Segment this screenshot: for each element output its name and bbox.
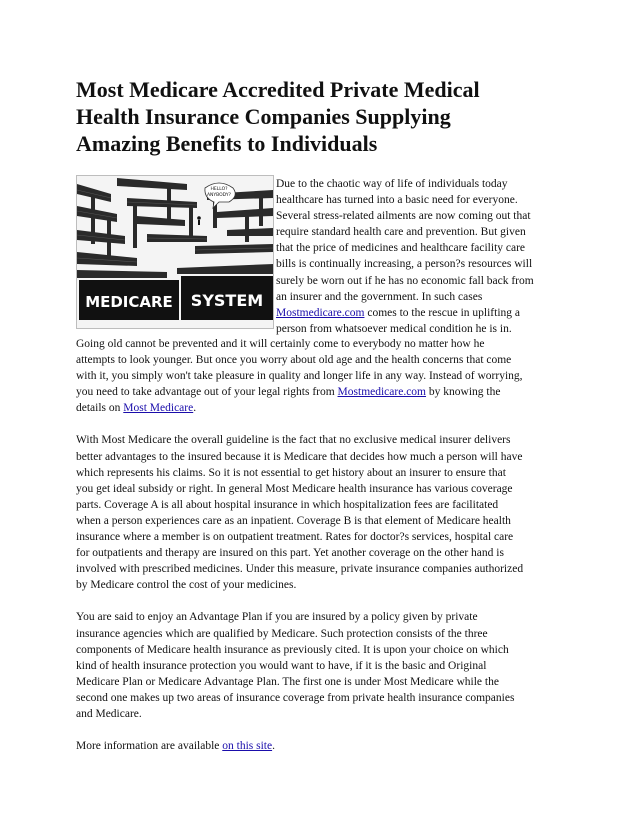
most-medicare-link[interactable]: Most Medicare xyxy=(123,402,194,415)
text-line: by Medicare control the cost of your medicines. xyxy=(76,579,297,592)
this-site-link[interactable]: on this site xyxy=(222,740,273,753)
text-line: when a person experiences care as an inpatient. Coverage B is that element of Medicare health xyxy=(76,514,511,527)
page-title xyxy=(76,76,576,157)
text-line: surely be worn out if he has no economic fall back from xyxy=(276,274,534,287)
text-line: insurance where a member is on outpatient treatment. Rates for doctor?s services, hospital care xyxy=(76,531,514,544)
text-line xyxy=(76,400,566,416)
speech-bubble-text: HELLO? xyxy=(210,187,228,192)
text-fragment: details on xyxy=(76,402,124,415)
text-line: you get ideal subsidy or right. In general Most Medicare health insurance has various coverage xyxy=(76,482,513,495)
paragraph xyxy=(76,609,566,722)
text-line: that the price of medicines and healthcare facility care xyxy=(276,242,526,255)
text-fragment: you need to take advantage out of your legal rights from xyxy=(76,386,338,399)
text-fragment: . xyxy=(193,402,197,415)
text-line: parts. Coverage A is all about hospital insurance in which hospitalization fees are facilitated xyxy=(76,498,499,511)
text-line xyxy=(76,738,566,754)
text-line: healthcare has turned into a basic need for everyone. xyxy=(276,194,518,207)
text-fragment: . xyxy=(272,740,275,753)
text-line: better advantages to the insured because it is Medicare that decides how much a person will have xyxy=(76,450,523,463)
text-line: Several stress-related ailments are now coming out that xyxy=(276,210,531,223)
text-line: Going old cannot be prevented and it will certainly come to everybody no matter how he xyxy=(76,338,485,350)
paragraph xyxy=(76,738,566,754)
text-line: involved with prescribed medicines. Under this measure, private insurance companies authorized xyxy=(76,563,524,576)
text-line: attempts to look younger. But once you worry about old age and the health concerns that come xyxy=(76,354,512,367)
text-line: for outpatients and therapy are insured on this part. Yet another coverage on the other hand is xyxy=(76,547,504,560)
title-line: Health Insurance Companies Supplying xyxy=(76,104,451,129)
text-line: bills is continually increasing, a person?s resources will xyxy=(276,258,533,271)
text-line: insurance agencies which are qualified by Medicare. Such protection consists of the three xyxy=(76,627,488,640)
text-line xyxy=(76,384,566,400)
mostmedicare-link[interactable]: Mostmedicare.com xyxy=(337,386,427,399)
sign-system: SYSTEM xyxy=(190,291,264,310)
text-line: and Medicare. xyxy=(76,707,142,720)
paragraph xyxy=(76,336,566,416)
text-line: which represents his claims. So it is not essential to get history about an insurer to ensure that xyxy=(76,466,506,479)
text-line: Due to the chaotic way of life of individuals today xyxy=(276,178,508,190)
text-line: With Most Medicare the overall guideline is the fact that no exclusive medical insurer delivers xyxy=(76,434,511,447)
sign-medicare: MEDICARE xyxy=(85,293,173,311)
title-line: Most Medicare Accredited Private Medical xyxy=(76,77,480,102)
mostmedicare-link[interactable]: Mostmedicare.com xyxy=(276,306,365,319)
medicare-maze-cartoon xyxy=(76,175,274,329)
text-fragment: comes to the rescue in uplifting a xyxy=(364,306,520,319)
text-line: require standard health care and prevention. But given xyxy=(276,226,526,239)
text-fragment: More information are available xyxy=(76,740,223,753)
title-line: Amazing Benefits to Individuals xyxy=(76,131,378,156)
text-fragment: by knowing the xyxy=(426,386,501,399)
text-line: Medicare Plan or Medicare Advantage Plan. The first one is under Most Medicare while the xyxy=(76,675,499,688)
text-line: components of Medicare health insurance as previously cited. It is upon your choice on which xyxy=(76,643,509,656)
text-line: with it, you simply won't take pleasure in quality and longer life in any way. Instead of worrying, xyxy=(76,370,523,383)
paragraph xyxy=(76,432,566,593)
text-line: an insurer and the government. In such cases xyxy=(276,290,483,303)
text-line: kind of health insurance protection you would want to have, if it is the basic and Original xyxy=(76,659,487,672)
article-body xyxy=(76,336,566,770)
text-line: person from whatsoever medical condition he is in. xyxy=(276,322,512,335)
text-line xyxy=(276,305,566,321)
speech-bubble-text: ANYBODY? xyxy=(206,193,232,198)
text-line: You are said to enjoy an Advantage Plan if you are insured by a policy given by private xyxy=(76,611,478,624)
text-line: second one makes up two areas of insurance coverage from private health insurance companies xyxy=(76,691,515,704)
intro-paragraph xyxy=(276,176,566,337)
